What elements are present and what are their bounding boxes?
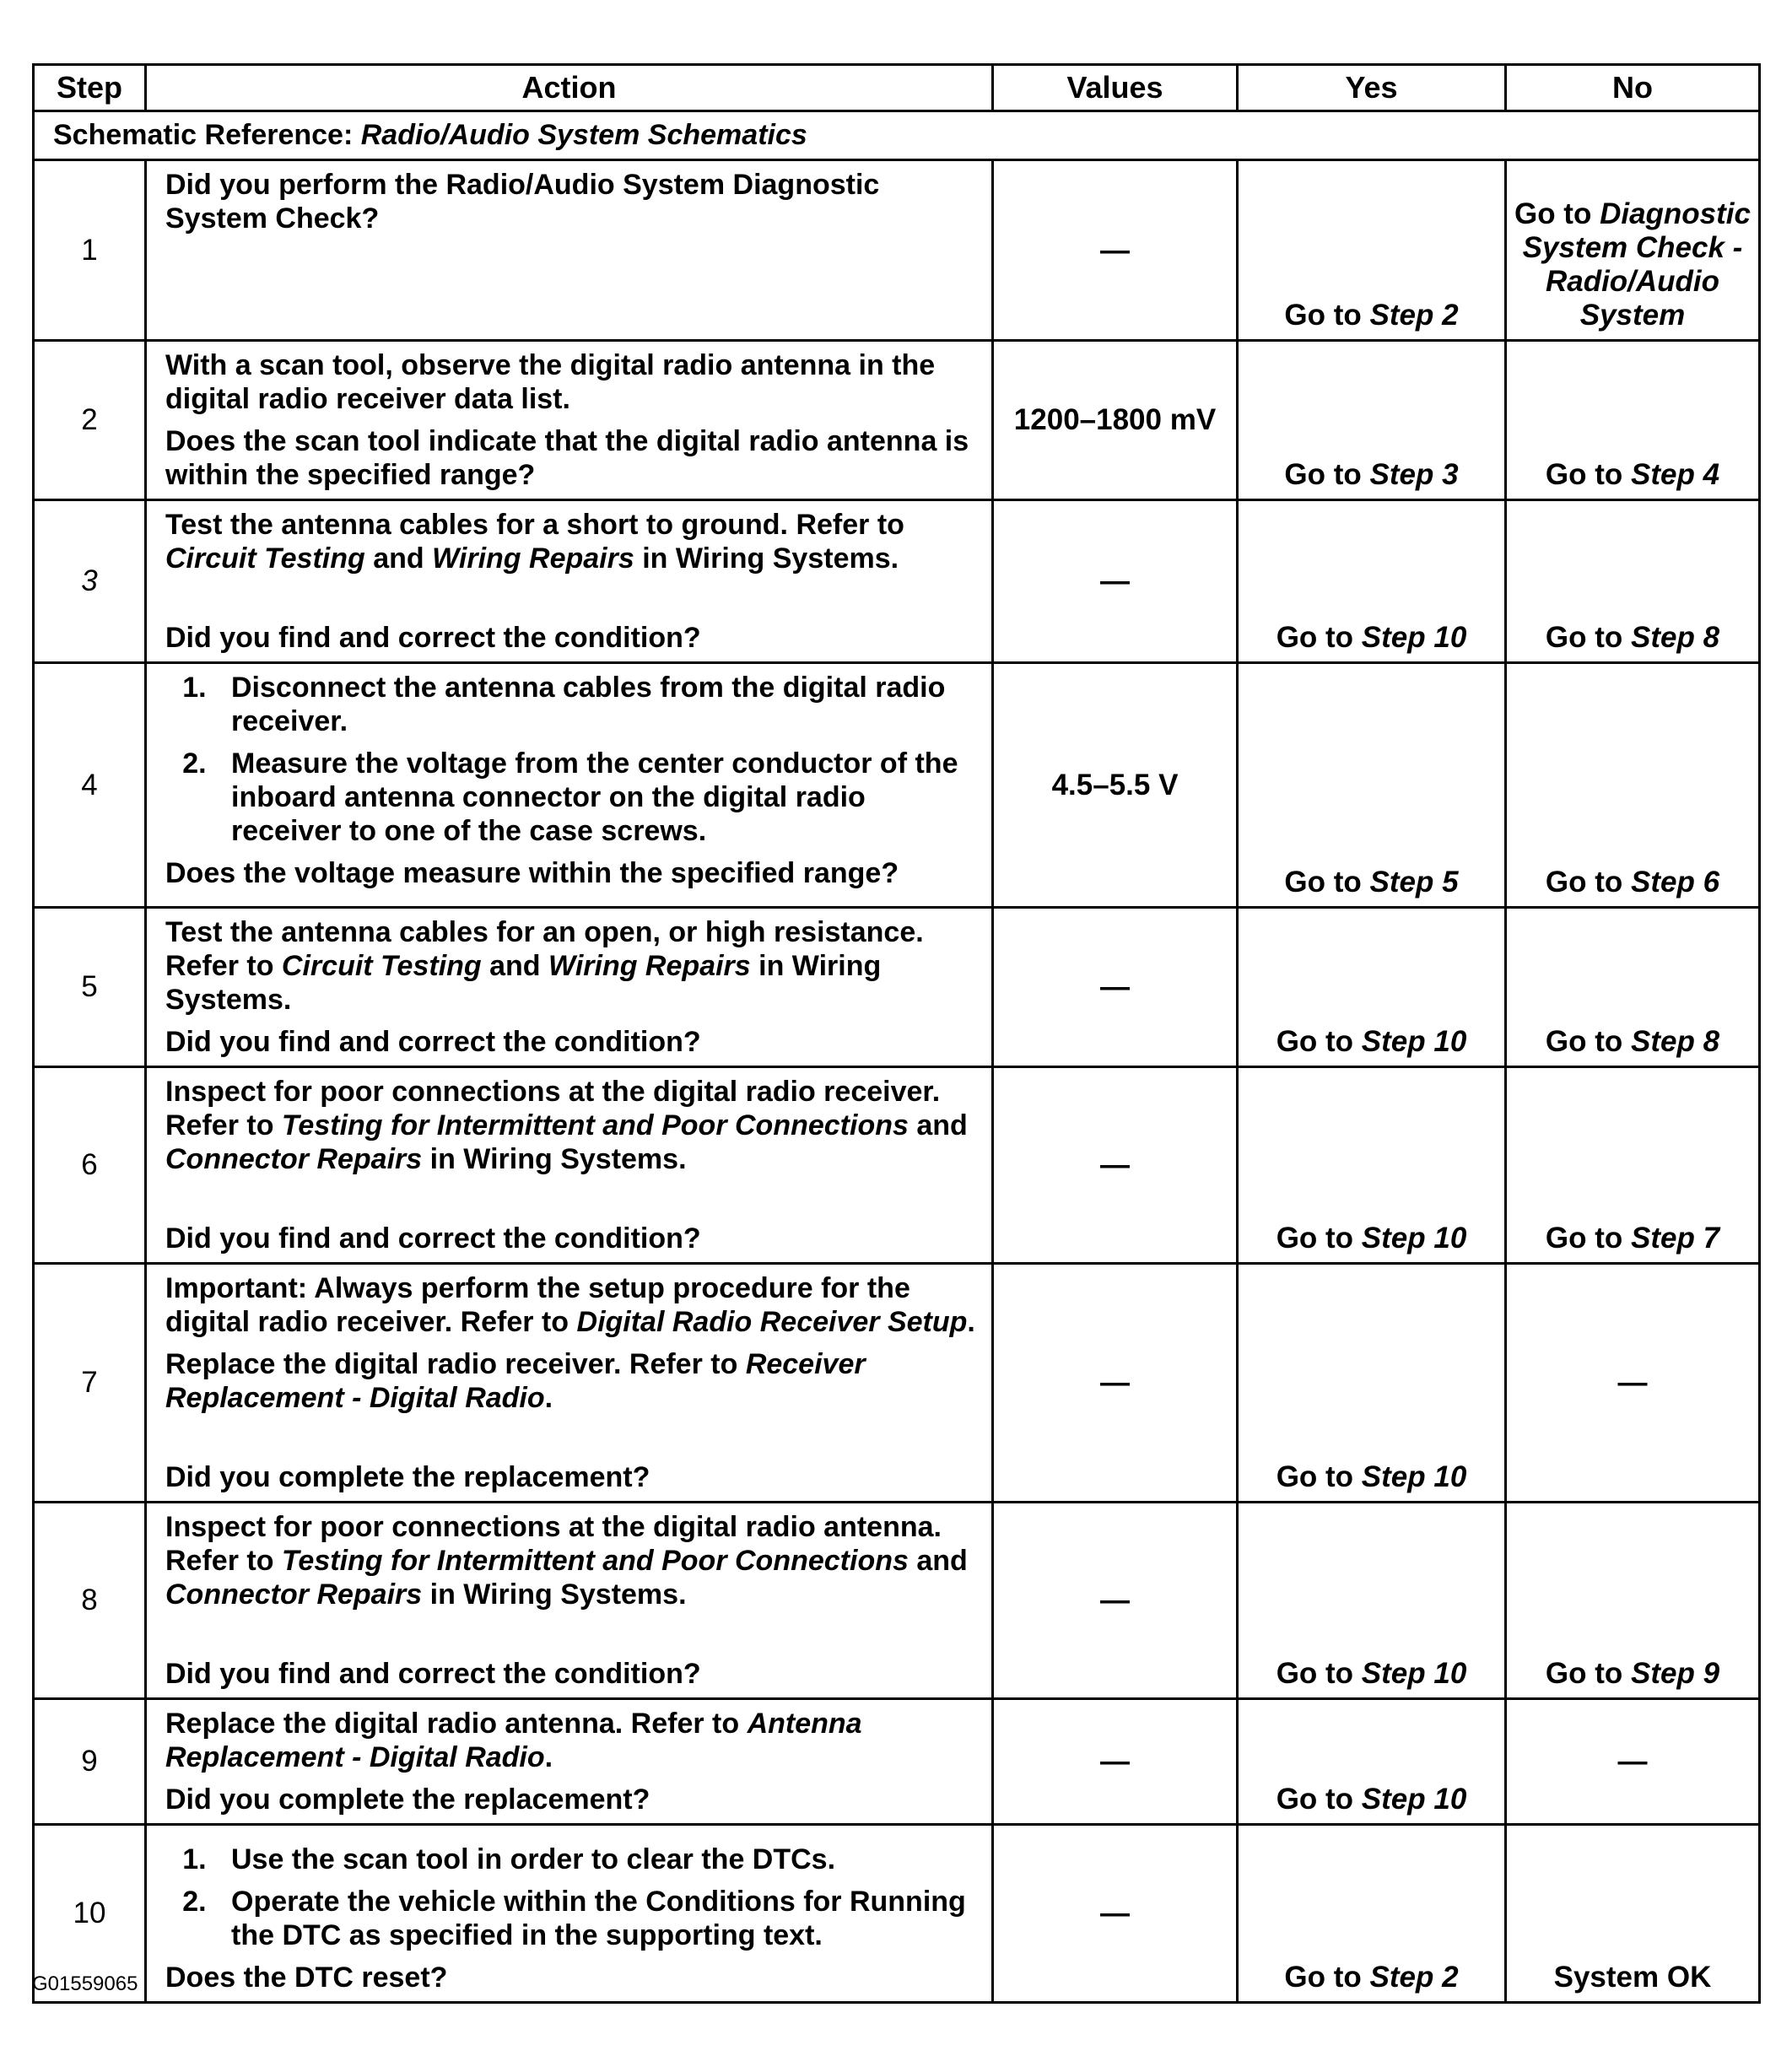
no-cell: —	[1506, 1264, 1760, 1503]
action-question: Did you find and correct the condition?	[165, 1026, 701, 1058]
schematic-reference-link[interactable]: Radio/Audio System Schematics	[360, 119, 807, 151]
goto-link[interactable]: Step 10	[1361, 1460, 1467, 1493]
goto-link[interactable]: Step 6	[1631, 866, 1720, 898]
value-cell: 4.5–5.5 V	[993, 663, 1238, 908]
no-cell	[1506, 1067, 1760, 1264]
yes-cell	[1238, 1503, 1506, 1699]
header-yes: Yes	[1238, 65, 1506, 111]
goto-link[interactable]: Step 9	[1631, 1657, 1720, 1690]
step-number: 2	[34, 341, 146, 500]
goto-link[interactable]: Step 10	[1361, 1025, 1467, 1058]
goto-prefix: Go to	[1284, 458, 1370, 491]
diagnostic-table-container	[32, 63, 1758, 2004]
table-row	[34, 500, 1760, 663]
yes-cell	[1238, 1699, 1506, 1825]
value-cell: —	[993, 1264, 1238, 1503]
action-cell	[146, 160, 993, 341]
action-question: Does the voltage measure within the specified range?	[165, 857, 899, 889]
action-question: Did you find and correct the condition?	[165, 622, 701, 654]
action-question: Does the scan tool indicate that the digital radio antenna is within the specified range?	[165, 425, 969, 491]
action-question: Did you complete the replacement?	[165, 1783, 650, 1816]
value-cell: —	[993, 1699, 1238, 1825]
action-cell	[146, 500, 993, 663]
goto-prefix: Go to	[1284, 299, 1370, 332]
goto-prefix: Go to	[1284, 1961, 1370, 1994]
reference-link[interactable]: Wiring Repairs	[548, 950, 751, 982]
no-cell: System OK	[1506, 1825, 1760, 2003]
action-question: Does the DTC reset?	[165, 1962, 448, 1994]
value-cell: —	[993, 1503, 1238, 1699]
schematic-reference-row	[34, 111, 1760, 160]
goto-prefix: Go to	[1276, 1025, 1362, 1058]
value-cell: —	[993, 1067, 1238, 1264]
action-text: Did you perform the Radio/Audio System Diagnostic System Check?	[165, 169, 880, 235]
action-question: Did you complete the replacement?	[165, 1461, 650, 1493]
no-cell	[1506, 663, 1760, 908]
yes-cell	[1238, 908, 1506, 1067]
yes-cell	[1238, 1825, 1506, 2003]
action-steps-list	[165, 1843, 976, 1952]
list-item: 1. Use the scan tool in order to clear the DTCs.	[214, 1843, 976, 1876]
action-text: Test the antenna cables for a short to ground. Refer to Circuit Testing and Wiring Repairs in Wiring Systems.	[165, 509, 904, 575]
table-row	[34, 160, 1760, 341]
goto-prefix: Go to	[1276, 1657, 1362, 1690]
yes-cell	[1238, 1067, 1506, 1264]
table-row	[34, 1825, 1760, 2003]
goto-link[interactable]: Step 10	[1361, 1783, 1467, 1816]
value-cell: —	[993, 908, 1238, 1067]
goto-link[interactable]: Step 7	[1631, 1222, 1720, 1255]
goto-link[interactable]: Diagnostic System Check - Radio/Audio System	[1522, 197, 1751, 332]
action-text: With a scan tool, observe the digital radio antenna in the digital radio receiver data list.	[165, 349, 936, 415]
goto-prefix: Go to	[1545, 866, 1632, 898]
important-label: Important:	[165, 1272, 308, 1304]
reference-link[interactable]: Connector Repairs	[165, 1578, 423, 1611]
action-cell	[146, 1699, 993, 1825]
list-item: 2. Operate the vehicle within the Conditions for Running the DTC as specified in the supporting text.	[214, 1885, 976, 1952]
goto-link[interactable]: Step 8	[1631, 621, 1720, 654]
goto-link[interactable]: Step 3	[1369, 458, 1459, 491]
no-cell	[1506, 500, 1760, 663]
goto-prefix: Go to	[1545, 621, 1632, 654]
table-row	[34, 341, 1760, 500]
table-row	[34, 1264, 1760, 1503]
step-number: 3	[34, 500, 146, 663]
action-cell	[146, 1264, 993, 1503]
goto-prefix: Go to	[1545, 1222, 1632, 1255]
step-number: 1	[34, 160, 146, 341]
goto-link[interactable]: Step 2	[1369, 1961, 1459, 1994]
reference-link[interactable]: Wiring Repairs	[432, 542, 634, 575]
goto-link[interactable]: Step 4	[1631, 458, 1720, 491]
reference-link[interactable]: Testing for Intermittent and Poor Connections	[281, 1545, 909, 1577]
yes-cell	[1238, 1264, 1506, 1503]
goto-link[interactable]: Step 8	[1631, 1025, 1720, 1058]
schematic-reference	[34, 111, 1760, 160]
reference-link[interactable]: Testing for Intermittent and Poor Connections	[281, 1109, 909, 1141]
yes-cell	[1238, 341, 1506, 500]
value-cell: —	[993, 500, 1238, 663]
goto-link[interactable]: Step 5	[1369, 866, 1459, 898]
goto-prefix: Go to	[1284, 866, 1370, 898]
action-text: Inspect for poor connections at the digital radio receiver. Refer to Testing for Intermittent and Poor Connections and Connector Repairs in Wiring Systems.	[165, 1076, 968, 1175]
action-cell	[146, 1825, 993, 2003]
goto-prefix: Go to	[1545, 1657, 1632, 1690]
yes-cell	[1238, 160, 1506, 341]
value-cell: 1200–1800 mV	[993, 341, 1238, 500]
goto-prefix: Go to	[1276, 1222, 1362, 1255]
action-text: Replace the digital radio receiver. Refer to Receiver Replacement - Digital Radio.	[165, 1348, 866, 1414]
table-row	[34, 1067, 1760, 1264]
step-number: 9	[34, 1699, 146, 1825]
goto-prefix: Go to	[1276, 1460, 1362, 1493]
header-step: Step	[34, 65, 146, 111]
step-number: 10	[34, 1825, 146, 2003]
reference-link[interactable]: Receiver Replacement - Digital Radio	[165, 1348, 866, 1414]
value-cell: —	[993, 160, 1238, 341]
goto-prefix: Go to	[1276, 1783, 1362, 1816]
action-steps-list	[165, 671, 976, 848]
goto-prefix: Go to	[1276, 621, 1362, 654]
header-no: No	[1506, 65, 1760, 111]
reference-link[interactable]: Antenna Replacement - Digital Radio	[165, 1708, 862, 1773]
no-cell	[1506, 341, 1760, 500]
table-row	[34, 908, 1760, 1067]
important-note: Important: Always perform the setup procedure for the digital radio receiver. Refer to Digital Radio Receiver Setup.	[165, 1272, 975, 1338]
no-cell	[1506, 1503, 1760, 1699]
action-cell	[146, 341, 993, 500]
action-cell	[146, 908, 993, 1067]
yes-cell	[1238, 500, 1506, 663]
action-question: Did you find and correct the condition?	[165, 1658, 701, 1690]
list-item: 2. Measure the voltage from the center conductor of the inboard antenna connector on the digital radio receiver to one of the case screws.	[214, 747, 976, 848]
goto-prefix: Go to	[1545, 458, 1632, 491]
reference-link[interactable]: Circuit Testing	[281, 950, 482, 982]
step-number: 4	[34, 663, 146, 908]
reference-link[interactable]: Circuit Testing	[165, 542, 365, 575]
action-text: Replace the digital radio antenna. Refer to Antenna Replacement - Digital Radio.	[165, 1708, 862, 1773]
goto-link[interactable]: Step 10	[1361, 621, 1467, 654]
yes-cell	[1238, 663, 1506, 908]
goto-prefix: Go to	[1545, 1025, 1632, 1058]
step-number: 8	[34, 1503, 146, 1699]
table-row	[34, 1503, 1760, 1699]
value-cell: —	[993, 1825, 1238, 2003]
no-cell	[1506, 160, 1760, 341]
action-cell	[146, 663, 993, 908]
list-item: 1. Disconnect the antenna cables from the digital radio receiver.	[214, 671, 976, 738]
action-question: Did you find and correct the condition?	[165, 1222, 701, 1255]
step-number: 7	[34, 1264, 146, 1503]
step-number: 6	[34, 1067, 146, 1264]
action-text: Test the antenna cables for an open, or high resistance. Refer to Circuit Testing and Wiring Repairs in Wiring Systems.	[165, 916, 924, 1016]
table-row	[34, 1699, 1760, 1825]
table-row	[34, 663, 1760, 908]
goto-prefix: Go to	[1514, 197, 1600, 230]
header-action: Action	[146, 65, 993, 111]
figure-id: G01559065	[32, 1972, 138, 1995]
header-values: Values	[993, 65, 1238, 111]
step-number: 5	[34, 908, 146, 1067]
goto-link[interactable]: Step 10	[1361, 1222, 1467, 1255]
diagnostic-table	[32, 63, 1761, 2004]
goto-link[interactable]: Step 10	[1361, 1657, 1467, 1690]
goto-link[interactable]: Step 2	[1369, 299, 1459, 332]
reference-link[interactable]: Connector Repairs	[165, 1143, 423, 1175]
action-text: Inspect for poor connections at the digital radio antenna. Refer to Testing for Intermittent and Poor Connections and Connector Repairs in Wiring Systems.	[165, 1511, 968, 1611]
reference-link[interactable]: Digital Radio Receiver Setup	[576, 1306, 968, 1338]
header-row	[34, 65, 1760, 111]
schematic-reference-label: Schematic Reference:	[53, 119, 354, 151]
action-cell	[146, 1503, 993, 1699]
no-cell: —	[1506, 1699, 1760, 1825]
no-cell	[1506, 908, 1760, 1067]
action-cell	[146, 1067, 993, 1264]
